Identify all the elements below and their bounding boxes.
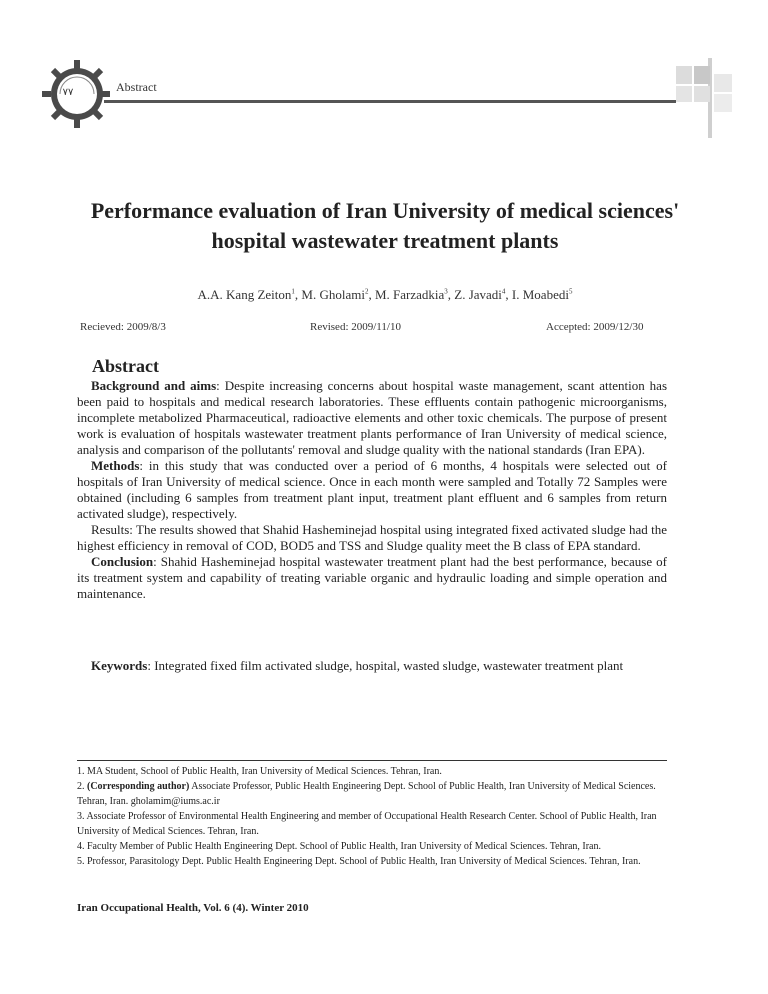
abstract-heading: Abstract: [92, 356, 159, 376]
journal-citation: Iran Occupational Health, Vol. 6 (4). Winter 2010: [77, 902, 309, 914]
keywords: [77, 657, 667, 675]
footnote-2: 2. (Corresponding author) Associate Professor, Public Health Engineering Dept. School of Public Health, Iran University of Medical Sciences. Tehran, Iran. gholamim@iums.ac.ir: [77, 781, 656, 807]
methods-text: : in this study that was conducted over a period of 6 months, 4 hospitals were selected out of hospitals of Iran University of medical science. Once in each month were sampled and Totally 72 Samples were obtained (including 6 samples from treatment plant input, treatment plant effluent and 6 samples from return activated sludge), respectively.: [77, 458, 667, 521]
author-name: Z. Javadi: [454, 287, 502, 302]
author-affiliation: 1: [291, 287, 295, 296]
corresponding-author-label: (Corresponding author): [87, 781, 190, 792]
keywords-text: : Integrated fixed film activated sludge, hospital, wasted sludge, wastewater treatment plant: [147, 658, 624, 673]
author-name: M. Farzadkia: [374, 287, 445, 302]
keywords-label: Keywords: [91, 658, 148, 673]
page-number: ۷۷: [62, 87, 74, 98]
article-title: Performance evaluation of Iran University of medical sciences' hospital wastewater treatment plants: [90, 198, 680, 253]
section-label: Abstract: [116, 80, 157, 94]
author-affiliation: 4: [501, 287, 506, 296]
footnote-3: 3. Associate Professor of Environmental Health Engineering and member of Occupational Health Research Center. School of Public Health, Iran University of Medical Sciences. Tehran, Iran.: [77, 811, 657, 837]
footnote-4: 4. Faculty Member of Public Health Engineering Dept. School of Public Health, Iran University of Medical Sciences. Tehran, Iran.: [77, 841, 601, 852]
abstract-methods: [77, 458, 667, 522]
accepted-date: Accepted: 2009/12/30: [546, 321, 644, 333]
abstract-results: [77, 522, 667, 554]
header-rule: [104, 100, 676, 103]
abstract-body: [77, 378, 667, 602]
page-header: [0, 0, 768, 130]
revised-date: Revised: 2009/11/10: [310, 321, 401, 333]
footnote-rule: [77, 760, 667, 761]
author-name: I. Moabedi: [511, 287, 569, 302]
decorative-square: [714, 94, 732, 112]
author-name: A.A. Kang Zeiton: [197, 287, 292, 302]
results-text: Results: The results showed that Shahid Hasheminejad hospital using integrated fixed activated sludge had the highest efficiency in removal of COD, BOD5 and TSS and Sludge quality meet the B class of EPA standard.: [77, 522, 667, 553]
conclusion-label: Conclusion: [91, 554, 154, 569]
author-affiliation: 5: [568, 287, 573, 296]
decorative-square: [676, 66, 692, 84]
footnotes: [77, 764, 667, 869]
author-affiliation: 2: [364, 287, 369, 296]
abstract-conclusion: [77, 554, 667, 602]
footnote-5: 5. Professor, Parasitology Dept. Public Health Engineering Dept. School of Public Health, Iran University of Medical Sciences. Tehran, Iran.: [77, 856, 641, 867]
author-name: M. Gholami: [301, 287, 365, 302]
footnote-1: 1. MA Student, School of Public Health, Iran University of Medical Sciences. Tehran, Iran.: [77, 766, 442, 777]
background-text: : Despite increasing concerns about hospital waste management, scant attention has been paid to hospitals and medical research laboratories. These effluents contain pathogenic microorganisms, incomplete metabolized Pharmaceutical, radioactive elements and other toxic chemicals. The purpose of present work is evaluation of hospitals wastewater treatment plants performance of Iran University of medical science, analysis and comparison of the pollutants' removal and sludge quality with the national standards (Iran EPA).: [77, 378, 668, 457]
author-list: A.A. Kang Zeiton$^1$, M. Gholami$^2$, M. Farzadkia$^3$, Z. Javadi$^4$, I. Moabedi$^5$: [197, 287, 573, 302]
author-affiliation: 3: [444, 287, 448, 296]
decorative-square: [694, 86, 710, 102]
decorative-square: [714, 74, 732, 92]
decorative-square: [694, 66, 710, 84]
abstract-background: [77, 378, 667, 458]
received-date: Recieved: 2009/8/3: [80, 321, 166, 333]
methods-label: Methods: [91, 458, 140, 473]
background-label: Background and aims: [91, 378, 217, 393]
conclusion-text: : Shahid Hasheminejad hospital wastewater treatment plant had the best performance, because of its treatment system and capability of treating variable organic and hydraulic loading and simple operation and maintenance.: [77, 554, 667, 601]
decorative-square: [676, 86, 692, 102]
